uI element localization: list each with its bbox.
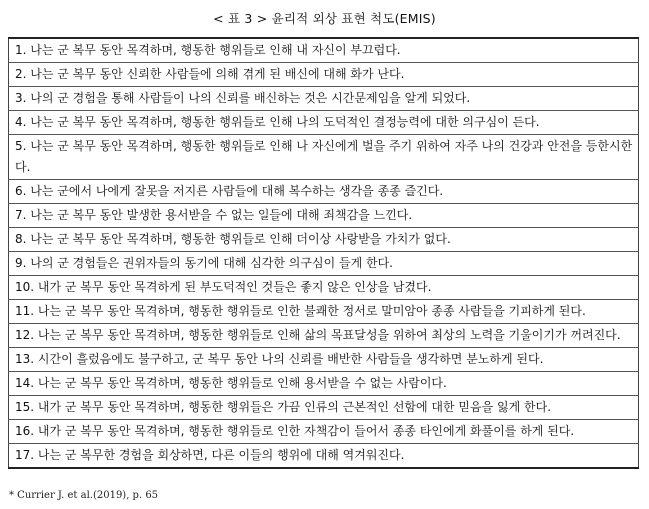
table-row <box>9 420 639 444</box>
item-text: 17. 나는 군 복무한 경험을 회상하면, 다른 이들의 행위에 대해 역겨워진다. <box>9 444 639 469</box>
table-row <box>9 444 639 469</box>
table-row <box>9 111 639 135</box>
citation-footnote: * Currier J. et al.(2019), p. 65 <box>9 490 159 501</box>
item-text: 12. 나는 군 복무 동안 목격하며, 행동한 행위들로 인해 삶의 목표달성을 위하여 최상의 노력을 기울이기가 꺼려진다. <box>9 324 639 348</box>
item-text: 14. 나는 군 복무 동안 목격하며, 행동한 행위들로 인해 용서받을 수 없는 사람이다. <box>9 372 639 396</box>
item-text: 4. 나는 군 복무 동안 목격하며, 행동한 행위들로 인해 나의 도덕적인 결정능력에 대한 의구심이 든다. <box>9 111 639 135</box>
table-row <box>9 276 639 300</box>
emis-scale-table <box>8 37 639 469</box>
table-row <box>9 252 639 276</box>
table-row <box>9 180 639 204</box>
item-text: 16. 내가 군 복무 동안 목격하며, 행동한 행위들로 인한 자책감이 들어서 종종 타인에게 화풀이를 하게 된다. <box>9 420 639 444</box>
item-text: 2. 나는 군 복무 동안 신뢰한 사람들에 의해 겪게 된 배신에 대해 화가 난다. <box>9 63 639 87</box>
item-text: 11. 나는 군 복무 동안 목격하며, 행동한 행위들로 인한 불쾌한 정서로 말미암아 종종 사람들을 기피하게 된다. <box>9 300 639 324</box>
item-text: 7. 나는 군 복무 동안 발생한 용서받을 수 없는 일들에 대해 죄책감을 느낀다. <box>9 204 639 228</box>
table-row <box>9 63 639 87</box>
item-text: 15. 내가 군 복무 동안 목격하며, 행동한 행위들은 가끔 인류의 근본적인 선함에 대한 믿음을 잃게 한다. <box>9 396 639 420</box>
item-text: 5. 나는 군 복무 동안 목격하며, 행동한 행위들로 인해 나 자신에게 벌을 주기 위하여 자주 나의 건강과 안전을 등한시한다. <box>9 135 639 180</box>
table-row <box>9 87 639 111</box>
item-text: 3. 나의 군 경험을 통해 사람들이 나의 신뢰를 배신하는 것은 시간문제임을 알게 되었다. <box>9 87 639 111</box>
table-row <box>9 135 639 180</box>
item-text: 13. 시간이 흘렀음에도 불구하고, 군 복무 동안 나의 신뢰를 배반한 사람들을 생각하면 분노하게 된다. <box>9 348 639 372</box>
item-text: 10. 내가 군 복무 동안 목격하게 된 부도덕적인 것들은 좋지 않은 인상을 남겼다. <box>9 276 639 300</box>
emis-items <box>9 38 639 468</box>
table-row <box>9 348 639 372</box>
item-text: 9. 나의 군 경험들은 권위자들의 동기에 대해 심각한 의구심이 들게 한다. <box>9 252 639 276</box>
table-row <box>9 38 639 63</box>
table-row <box>9 324 639 348</box>
table-caption: < 표 3 > 윤리적 외상 표현 척도(EMIS) <box>213 11 436 26</box>
item-text: 1. 나는 군 복무 동안 목격하며, 행동한 행위들로 인해 내 자신이 부끄럽다. <box>15 43 401 57</box>
table-row <box>9 204 639 228</box>
table-row <box>9 300 639 324</box>
table-row <box>9 396 639 420</box>
item-text: 6. 나는 군에서 나에게 잘못을 저지른 사람들에 대해 복수하는 생각을 종종 즐긴다. <box>9 180 639 204</box>
table-row <box>9 372 639 396</box>
table-row <box>9 228 639 252</box>
item-text: 8. 나는 군 복무 동안 목격하며, 행동한 행위들로 인해 더이상 사랑받을 가치가 없다. <box>9 228 639 252</box>
